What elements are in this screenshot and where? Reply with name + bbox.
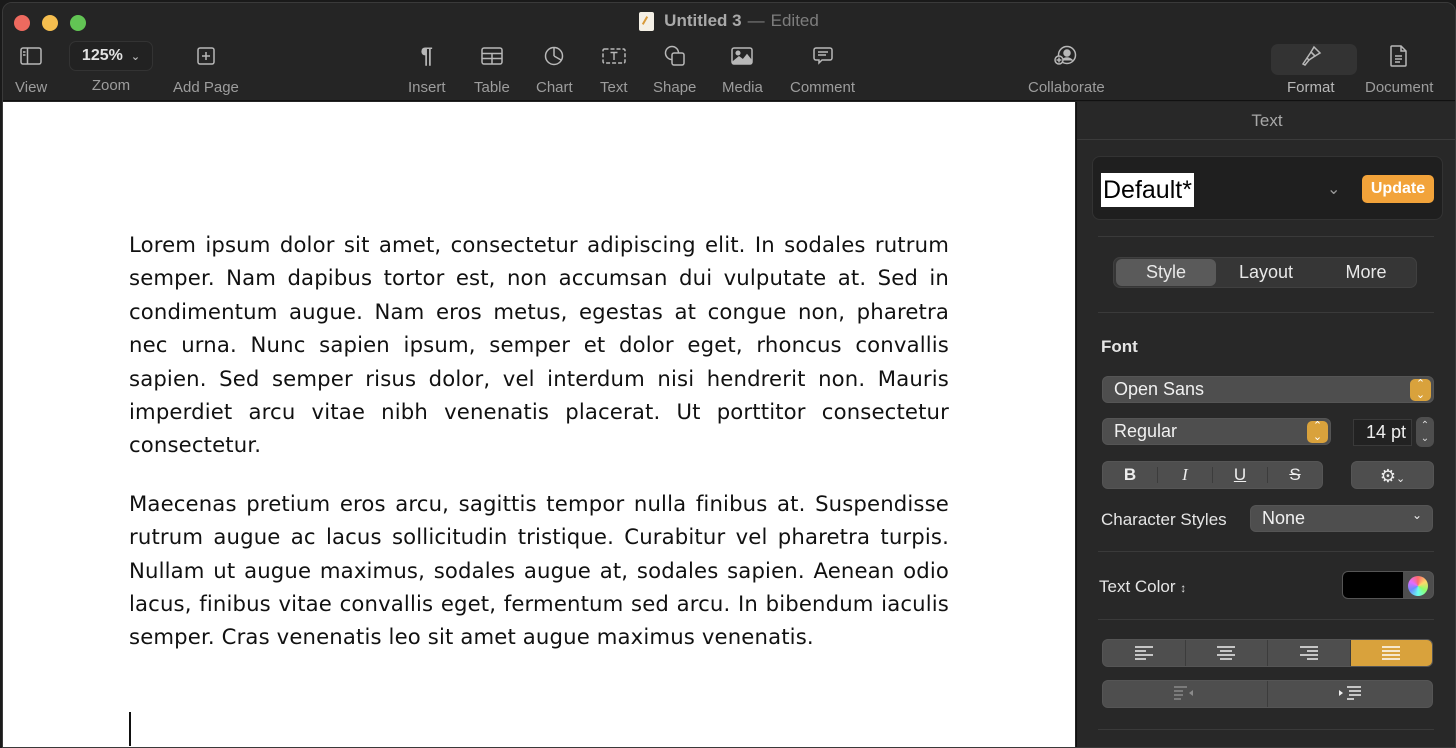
document-label: Document (1365, 79, 1434, 96)
document-name: Untitled 3 (664, 11, 742, 30)
media-label: Media (722, 79, 763, 96)
document-body[interactable] (129, 228, 949, 679)
shape-button[interactable] (653, 43, 696, 96)
text-cursor (129, 712, 131, 746)
divider (1098, 619, 1434, 620)
justify-button[interactable] (1351, 640, 1433, 666)
add-person-icon (1054, 43, 1078, 69)
document-button[interactable] (1365, 43, 1433, 96)
align-left-button[interactable] (1103, 640, 1186, 666)
divider (1098, 729, 1434, 730)
pages-window (2, 2, 1456, 748)
shape-icon (664, 43, 686, 69)
decrease-indent-icon (1173, 685, 1197, 703)
advanced-options-button[interactable] (1351, 461, 1434, 489)
paragraph-style-name[interactable]: Default* (1101, 173, 1194, 207)
collaborate-label: Collaborate (1028, 79, 1105, 96)
typeface-popup[interactable] (1102, 418, 1331, 445)
align-right-icon (1299, 645, 1319, 661)
character-styles-popup[interactable] (1250, 505, 1433, 532)
add-page-label: Add Page (173, 79, 239, 96)
updown-chevron-icon: ⌃ ⌄ (1410, 379, 1431, 401)
paragraph-style-selector[interactable] (1092, 156, 1443, 220)
divider (1098, 312, 1434, 313)
zoom-dropdown[interactable] (69, 41, 153, 71)
collaborate-button[interactable] (1028, 43, 1105, 96)
increase-indent-icon (1338, 685, 1362, 703)
paintbrush-icon (1300, 43, 1322, 69)
chart-label: Chart (536, 79, 573, 96)
chevron-down-icon: ⌄ (1411, 508, 1422, 522)
color-wheel-icon[interactable] (1408, 576, 1428, 596)
font-section-label: Font (1101, 337, 1138, 356)
chevron-down-icon[interactable]: ⌄ (1327, 181, 1341, 198)
text-color-well[interactable] (1342, 571, 1434, 599)
document-canvas[interactable] (3, 102, 1075, 748)
strikethrough-button[interactable]: S (1289, 465, 1301, 484)
document-icon (1390, 43, 1408, 69)
updown-chevron-icon: ↕ (1180, 581, 1187, 595)
paragraph[interactable]: Lorem ipsum dolor sit amet, consectetur adipiscing elit. In sodales rutrum semper. Nam dapibus tortor est, non accumsan dui vulputate at. Sed in condimentum augue. Nam eros metus, egestas at congue non, pharetra nec urna. Nunc sapien ipsum, semper et dolor eget, rhoncus convallis sapien. Sed semper risus dolor, vel interdum nisi hendrerit non. Mauris imperdiet arcu vitae nibh venenatis placerat. Ut porttitor consectetur consectetur. (129, 232, 949, 458)
bold-button[interactable]: B (1103, 467, 1158, 483)
insert-button[interactable] (408, 43, 446, 96)
font-family-popup[interactable] (1102, 376, 1434, 403)
align-center-button[interactable] (1186, 640, 1269, 666)
image-icon (731, 43, 753, 69)
font-size-field[interactable]: 14 pt (1353, 419, 1412, 446)
text-button[interactable] (600, 43, 628, 96)
view-button[interactable] (15, 43, 47, 96)
update-style-button[interactable]: Update (1362, 175, 1434, 203)
justify-icon (1381, 645, 1401, 661)
increase-indent-button[interactable] (1268, 681, 1432, 707)
typeface-value: Regular (1114, 421, 1178, 441)
tab-style[interactable]: Style (1116, 259, 1216, 286)
table-button[interactable] (474, 43, 510, 96)
inspector-tabs (1113, 257, 1417, 288)
inspector-header: Text (1077, 102, 1456, 140)
chevron-down-icon: ⌄ (1395, 473, 1406, 485)
decrease-indent-button[interactable] (1103, 681, 1268, 707)
comment-icon (813, 43, 833, 69)
chevron-down-icon: ⌄ (130, 50, 141, 63)
tab-more[interactable]: More (1345, 262, 1387, 282)
character-styles-value: None (1262, 508, 1306, 528)
insert-label: Insert (408, 79, 446, 96)
text-color-label-text: Text Color (1099, 577, 1176, 596)
font-family-value: Open Sans (1114, 379, 1205, 399)
comment-button[interactable] (790, 43, 855, 96)
plus-square-icon (197, 43, 215, 69)
paragraph[interactable]: Maecenas pretium eros arcu, sagittis tempor nulla finibus at. Suspendisse rutrum augue ac lacus sollicitudin tristique. Curabitur vel pharetra turpis. Nullam ut augue maximus, sodales augue at, sodales sapien. Aenean odio lacus, finibus vitae convallis eget, fermentum sed arcu. In bibendum iaculis semper. Cras venenatis leo sit amet augue maximus venenatis. (129, 490, 949, 650)
comment-label: Comment (790, 79, 856, 96)
align-right-button[interactable] (1268, 640, 1351, 666)
tab-layout[interactable]: Layout (1238, 262, 1294, 282)
pie-chart-icon (544, 43, 564, 69)
updown-chevron-icon: ⌃ ⌄ (1307, 421, 1328, 443)
alignment-buttons (1102, 639, 1433, 667)
view-label: View (15, 79, 48, 96)
text-style-buttons (1102, 461, 1323, 489)
title-separator: — (747, 11, 765, 30)
shape-label: Shape (653, 79, 697, 96)
sidebar-icon (20, 43, 42, 69)
chart-button[interactable] (536, 43, 573, 96)
table-icon (481, 43, 503, 69)
text-color-label[interactable] (1099, 577, 1186, 597)
format-button[interactable] (1287, 43, 1335, 96)
align-left-icon (1134, 645, 1154, 661)
window-title (3, 11, 1455, 31)
zoom-label: Zoom (91, 77, 131, 94)
document-status: Edited (770, 11, 819, 30)
zoom-value: 125% (81, 47, 123, 64)
divider (1098, 236, 1434, 237)
text-box-icon (602, 43, 626, 69)
divider (1098, 551, 1434, 552)
add-page-button[interactable] (173, 43, 239, 96)
format-label: Format (1287, 79, 1335, 96)
pilcrow-icon: ¶ (420, 43, 433, 68)
color-swatch[interactable] (1343, 572, 1403, 599)
indent-buttons (1102, 680, 1433, 708)
font-size-stepper[interactable]: ⌃ ⌄ (1416, 417, 1434, 447)
italic-button[interactable]: I (1158, 467, 1213, 483)
character-styles-label: Character Styles (1101, 510, 1227, 529)
pages-document-icon (639, 12, 654, 31)
text-label: Text (600, 79, 628, 96)
zoom-control[interactable] (69, 41, 153, 94)
align-center-icon (1216, 645, 1236, 661)
media-button[interactable] (722, 43, 763, 96)
format-inspector (1076, 102, 1456, 748)
toolbar (3, 3, 1455, 101)
table-label: Table (474, 79, 510, 96)
underline-button[interactable]: U (1213, 467, 1268, 483)
gear-icon: ⚙ (1379, 466, 1396, 486)
